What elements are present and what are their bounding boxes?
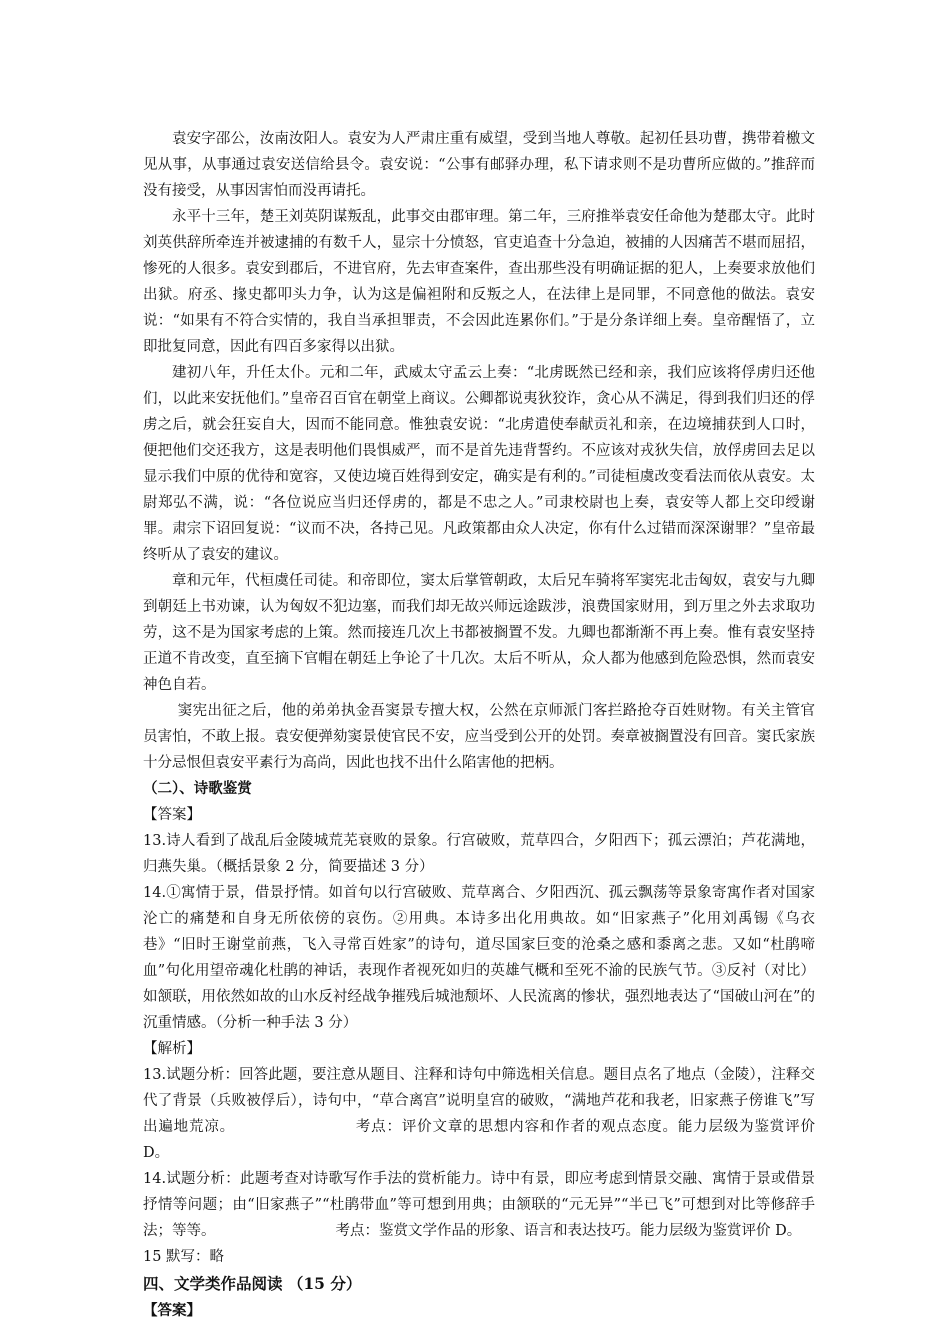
poetry-analysis-14 [143,1166,815,1244]
analysis-13-text: 13.试题分析：回答此题，要注意从题目、注释和诗句中筛选相关信息。题目点名了地点（金陵），注释交代了背景（兵败被俘后），诗句中，“草合离宫”说明皇宫的破败，“满地芦花和我老，旧家燕子傍谁飞”写出遍地荒凉。 [143,1067,815,1135]
analysis-13-point: 考点：评价文章的思想内容和作者的观点态度。能力层级为鉴赏评价 D。 [143,1119,815,1161]
poetry-answer-14: 14.①寓情于景，借景抒情。如首句以行宫破败、荒草离合、夕阳西沉、孤云飘荡等景象寄寓作者对国家沦亡的痛楚和自身无所依傍的哀伤。②用典。本诗多出化用典故。如“旧家燕子”化用刘禹锡《乌衣巷》“旧时王谢堂前燕，飞入寻常百姓家”的诗句，道尽国家巨变的沧桑之感和黍离之悲。又如“杜鹃啼血”句化用望帝魂化杜鹃的神话，表现作者视死如归的英雄气概和至死不渝的民族气节。③反衬（对比）如颔联，用依然如故的山水反衬经战争摧残后城池颓坏、人民流离的惨状，强烈地表达了“国破山河在”的沉重情感。（分析一种手法 3 分） [143,885,815,1031]
poetry-answer-label: 【答案】 [143,807,201,823]
poetry-section-heading: （二）、诗歌鉴赏 [143,780,252,797]
passage-paragraph-5: 窦宪出征之后，他的弟弟执金吾窦景专擅大权，公然在京师派门客拦路抢夺百姓财物。有关主管官员害怕，不敢上报。袁安便弹劾窦景使官民不安，应当受到公开的处罚。奏章被搁置没有回音。窦氏家族十分忌恨但袁安平素行为高尚，因此也找不出什么陷害他的把柄。 [143,703,815,771]
passage-paragraph-2: 永平十三年，楚王刘英阴谋叛乱，此事交由郡审理。第二年，三府推举袁安任命他为楚郡太守。此时刘英供辞所牵连并被逮捕的有数千人，显宗十分愤怒，官吏追查十分急迫，被捕的人因痛苦不堪而屈招，惨死的人很多。袁安到郡后，不进官府，先去审查案件，查出那些没有明确证据的犯人，上奏要求放他们出狱。府丞、掾史都叩头力争，认为这是偏袒附和反叛之人，在法律上是同罪，不同意他的做法。袁安说：“如果有不符合实情的，我自当承担罪责，不会因此连累你们。”于是分条详细上奏。皇帝醒悟了，立即批复同意，因此有四百多家得以出狱。 [143,209,815,355]
literature-answer-label: 【答案】 [143,1302,201,1319]
analysis-14-text: 14.试题分析：此题考查对诗歌写作手法的赏析能力。诗中有景，即应考虑到情景交融、寓情于景或借景抒情等问题；由“旧家燕子”“杜鹃带血”等可想到用典；由颔联的“元无异”“半已飞”可想到对比等修辞手法；等等。 [143,1171,815,1239]
analysis-14-point: 考点：鉴赏文学作品的形象、语言和表达技巧。能力层级为鉴赏评价 D。 [335,1223,802,1239]
passage-paragraph-3: 建初八年，升任太仆。元和二年，武威太守孟云上奏：“北虏既然已经和亲，我们应该将俘虏归还他们，以此来安抚他们。”皇帝召百官在朝堂上商议。公卿都说夷狄狡诈，贪心从不满足，得到我们归还的俘虏之后，就会狂妄自大，因而不能同意。惟独袁安说：“北虏遣使奉献贡礼和亲，在边境捕获到人口时，便把他们交还我方，这是表明他们畏惧威严，而不是首先违背誓约。不应该对戎狄失信，放俘虏回去足以显示我们中原的优待和宽容，又使边境百姓得到安定，确实是有利的。”司徒桓虞改变看法而依从袁安。太尉郑弘不满，说：“各位说应当归还俘虏的，都是不忠之人。”司隶校尉也上奏，袁安等人都上交印绶谢罪。肃宗下诏回复说：“议而不决，各持己见。凡政策都由众人决定，你有什么过错而深深谢罪？”皇帝最终听从了袁安的建议。 [143,365,815,563]
passage-paragraph-4: 章和元年，代桓虞任司徒。和帝即位，窦太后掌管朝政，太后兄车骑将军窦宪北击匈奴，袁安与九卿到朝廷上书劝谏，认为匈奴不犯边塞，而我们却无故兴师远途跋涉，浪费国家财用，到万里之外去求取功劳，这不是为国家考虑的上策。然而接连几次上书都被搁置不发。九卿也都渐渐不再上奏。惟有袁安坚持正道不肯改变，直至摘下官帽在朝廷上争论了十几次。太后不听从，众人都为他感到危险恐惧，然而袁安神色自若。 [143,573,815,693]
poetry-answer-13: 13.诗人看到了战乱后金陵城荒芜衰败的景象。行宫破败，荒草四合，夕阳西下；孤云漂泊；芦花满地，归燕失巢。（概括景象 2 分，简要描述 3 分） [143,833,815,875]
passage-paragraph-1: 袁安字邵公，汝南汝阳人。袁安为人严肃庄重有威望，受到当地人尊敬。起初任县功曹，携带着檄文见从事，从事通过袁安送信给县令。袁安说：“公事有邮驿办理，私下请求则不是功曹所应做的。”推辞而没有接受，从事因害怕而没再请托。 [143,131,815,199]
poetry-analysis-label: 【解析】 [143,1041,201,1057]
literature-section-heading: 四、文学类作品阅读 （15 分） [143,1274,362,1293]
document-content [143,126,815,1324]
poetry-answer-15: 15 默写：略 [143,1249,225,1265]
poetry-analysis-13 [143,1062,815,1166]
